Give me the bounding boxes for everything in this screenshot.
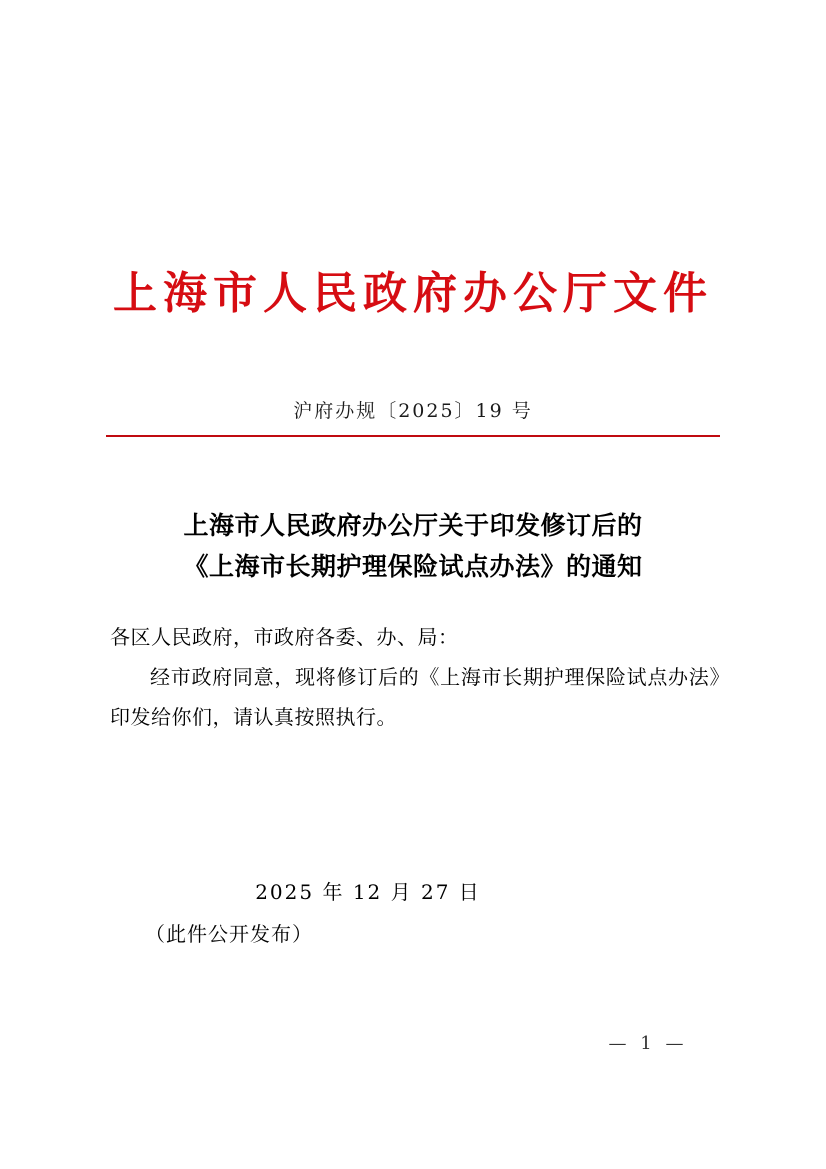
document-title-line-1: 上海市人民政府办公厅关于印发修订后的	[183, 511, 643, 540]
document-number: 沪府办规〔2025〕19 号	[293, 400, 533, 422]
body-paragraph-1: 经市政府同意，现将修订后的《上海市长期护理保险试点办法》印发给你们，请认真按照执行。	[110, 665, 720, 729]
page-number: — 1 —	[608, 1033, 688, 1054]
salutation: 各区人民政府，市政府各委、办、局：	[110, 625, 459, 649]
document-title-line-2: 《上海市长期护理保险试点办法》的通知	[183, 552, 643, 582]
masthead-title: 上海市人民政府办公厅文件	[113, 268, 713, 319]
masthead	[0, 268, 826, 321]
document-title	[113, 505, 713, 588]
document-date: 2025 年 12 月 27 日	[255, 880, 481, 904]
publish-note: （此件公开发布）	[145, 922, 313, 946]
document-body	[110, 617, 720, 737]
red-divider-rule	[106, 435, 720, 437]
